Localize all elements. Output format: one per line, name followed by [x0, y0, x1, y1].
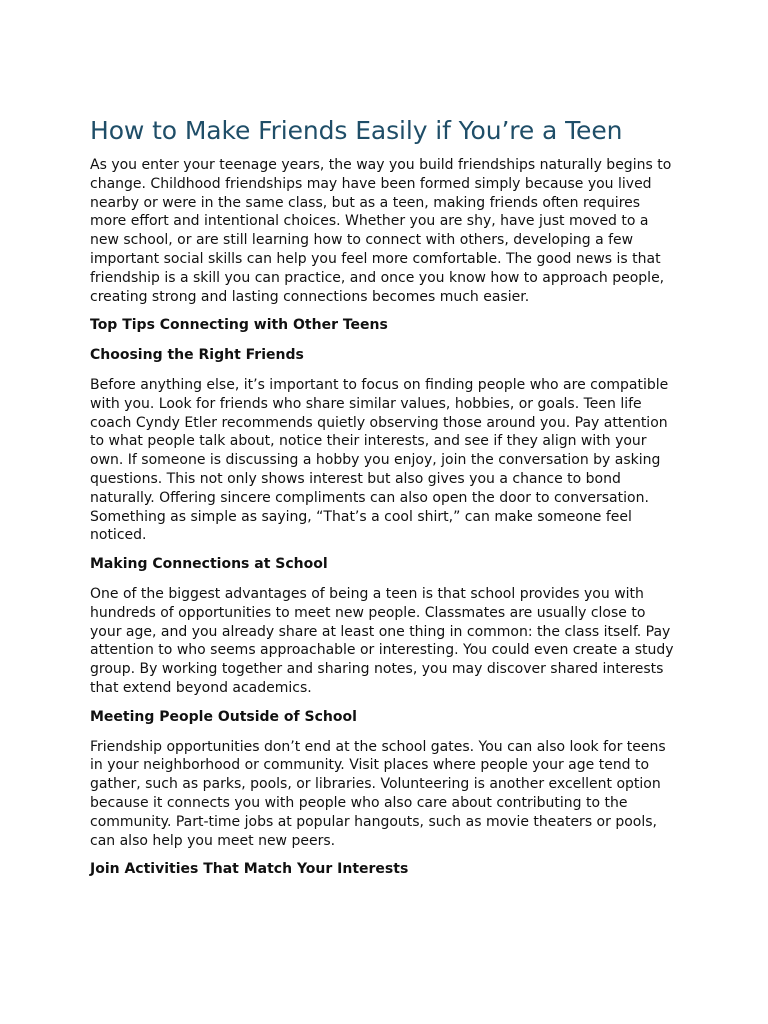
section-heading-school-connections: Making Connections at School — [90, 556, 328, 573]
section-heading-choosing-friends: Choosing the Right Friends — [90, 347, 304, 364]
section-body-school-connections: One of the biggest advantages of being a teen is that school provides you with hundreds of opportunities to meet new people. Classmates are usually close to your age, and you already share at least one thing in common: the class itself. Pay attention to who seems approachable or interesting. You could even create a study group. By working together and sharing notes, you may discover shared interests that extend beyond academics. — [90, 585, 674, 696]
section-body-choosing-friends: Before anything else, it’s important to focus on finding people who are compatible with you. Look for friends who share similar values, hobbies, or goals. Teen life coach Cyndy Etler recommends quietly observing those around you. Pay attention to what people talk about, notice their interests, and see if they align with your own. If someone is discussing a hobby you enjoy, join the conversation by asking questions. This not only shows interest but also gives you a chance to bond naturally. Offering sincere compliments can also open the door to conversation. Something as simple as saying, “That’s a cool shirt,” can make someone feel noticed. — [90, 376, 669, 544]
intro-paragraph: As you enter your teenage years, the way you build friendships naturally begins to change. Childhood friendships may have been formed simply because you lived nearby or were in the same class, but as a teen, making friends often requires more effort and intentional choices. Whether you are shy, have just moved to a new school, or are still learning how to connect with others, developing a few important social skills can help you feel more comfortable. The good news is that friendship is a skill you can practice, and once you know how to approach people, creating strong and lasting connections becomes much easier. — [90, 157, 672, 305]
page-title: How to Make Friends Easily if You’re a Teen — [90, 116, 623, 145]
section-heading-join-activities: Join Activities That Match Your Interests — [90, 861, 409, 878]
section-heading-outside-school: Meeting People Outside of School — [90, 708, 357, 725]
section-body-outside-school: Friendship opportunities don’t end at the school gates. You can also look for teens in your neighborhood or community. Visit places where people your age tend to gather, such as parks, pools, or libraries. Volunteering is another excellent option because it connects you with people who also care about contributing to the community. Part-time jobs at popular hangouts, such as movie theaters or pools, can also help you meet new peers. — [90, 738, 666, 849]
section-heading-top-tips: Top Tips Connecting with Other Teens — [90, 317, 388, 334]
document-page — [90, 114, 680, 890]
